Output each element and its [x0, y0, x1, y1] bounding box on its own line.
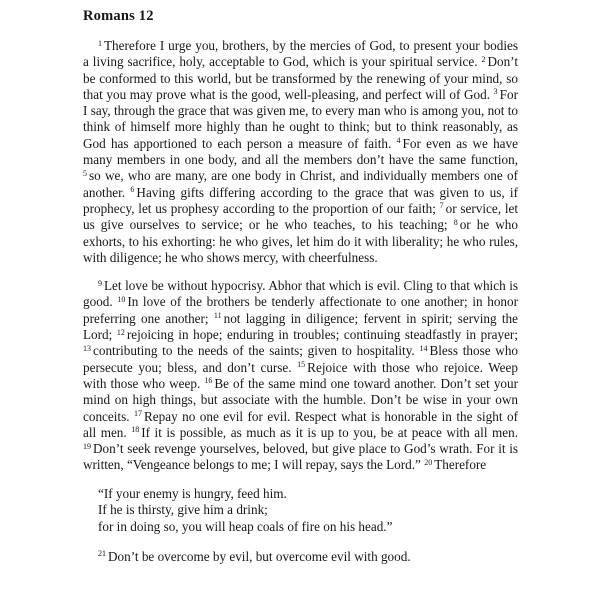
verse-number: 14	[419, 343, 428, 353]
chapter-body	[83, 38, 518, 565]
verse-number: 3	[493, 87, 498, 97]
verse-number: 10	[117, 294, 126, 304]
poetry-line: “If your enemy is hungry, feed him.	[98, 485, 287, 501]
poetry-line: If he is thirsty, give him a drink;	[98, 502, 268, 518]
verse-number: 17	[133, 409, 142, 419]
verse-number: 21	[98, 549, 106, 558]
verse-number: 5	[83, 168, 87, 178]
verse-paragraph: $^1$ Therefore I urge you, brothers, by the mercies of God, to present your bodies a living sacrifice, holy, acceptable to God, which is your spiritual service. $^2$ Don’t be conformed to this world, but be transformed by the renewing of your mind, so that you may prove what is the good, well-pleasing, and perfect will of God. $^3$ For I say, through the grace that was given me, to every man who is among you, not to think of himself more highly than he ought to think; but to think reasonably, as God has apportioned to each person a measure of faith. $^4$ For even as we have many members in one body, and all the members don’t have the same function, $^5$ so we, who are many, are one body in Christ, and individually members one of another. $^6$ Having gifts differing according to the grace that was given to us, if prophecy, let us prophesy according to the proportion of our faith; $^7$ or service, let us give ourselves to service; or he who teaches, to his teaching; $^8$ or he who exhorts, to his exhorting: he who gives, let him do it with liberality; he who rules, with diligence; he who shows mercy, with cheerfulness.	[83, 38, 518, 265]
verse-number: 7	[439, 201, 444, 211]
verse-number: 18	[131, 425, 140, 435]
chapter-title: Romans 12	[83, 8, 154, 24]
verse-number: 4	[396, 136, 401, 146]
verse-number: 13	[83, 343, 91, 353]
verse-number: 16	[204, 376, 213, 386]
verse-number: 15	[297, 360, 306, 370]
verse-number: 12	[116, 327, 125, 337]
poetry-quote	[98, 486, 518, 536]
verse-number: 1	[98, 38, 102, 48]
verse-number: 20	[424, 457, 433, 467]
verse-number: 6	[130, 185, 135, 195]
verse-paragraph: $^9$ Let love be without hypocrisy. Abhor that which is evil. Cling to that which is good. $^{10}$ In love of the brothers be tenderly affectionate to one another; in honor preferring one another; $^{11}$ not lagging in diligence; fervent in spirit; serving the Lord; $^{12}$ rejoicing in hope; enduring in troubles; continuing steadfastly in prayer; $^{13}$ contributing to the needs of the saints; given to hospitality. $^{14}$ Bless those who persecute you; bless, and don’t curse. $^{15}$ Rejoice with those who rejoice. Weep with those who weep. $^{16}$ Be of the same mind one toward another. Don’t set your mind on high things, but associate with the humble. Don’t be wise in your own conceits. $^{17}$ Repay no one evil for evil. Respect what is honorable in the sight of all men. $^{18}$ If it is possible, as much as it is up to you, be at peace with all men. $^{19}$ Don’t seek revenge yourselves, beloved, but give place to God’s wrath. For it is written, “Vengeance belongs to me; I will repay, says the Lord.” $^{20}$ Therefore	[83, 278, 519, 473]
verse-number: 19	[83, 441, 91, 451]
verse-number: 9	[98, 278, 102, 288]
verse-number: 11	[213, 311, 222, 321]
poetry-line: for in doing so, you will heap coals of fire on his head.”	[98, 518, 393, 534]
verse-number: 8	[453, 217, 458, 227]
verse-number: 2	[481, 54, 486, 64]
verse-paragraph: $^{21}$ Don’t be overcome by evil, but overcome evil with good.	[98, 548, 411, 564]
